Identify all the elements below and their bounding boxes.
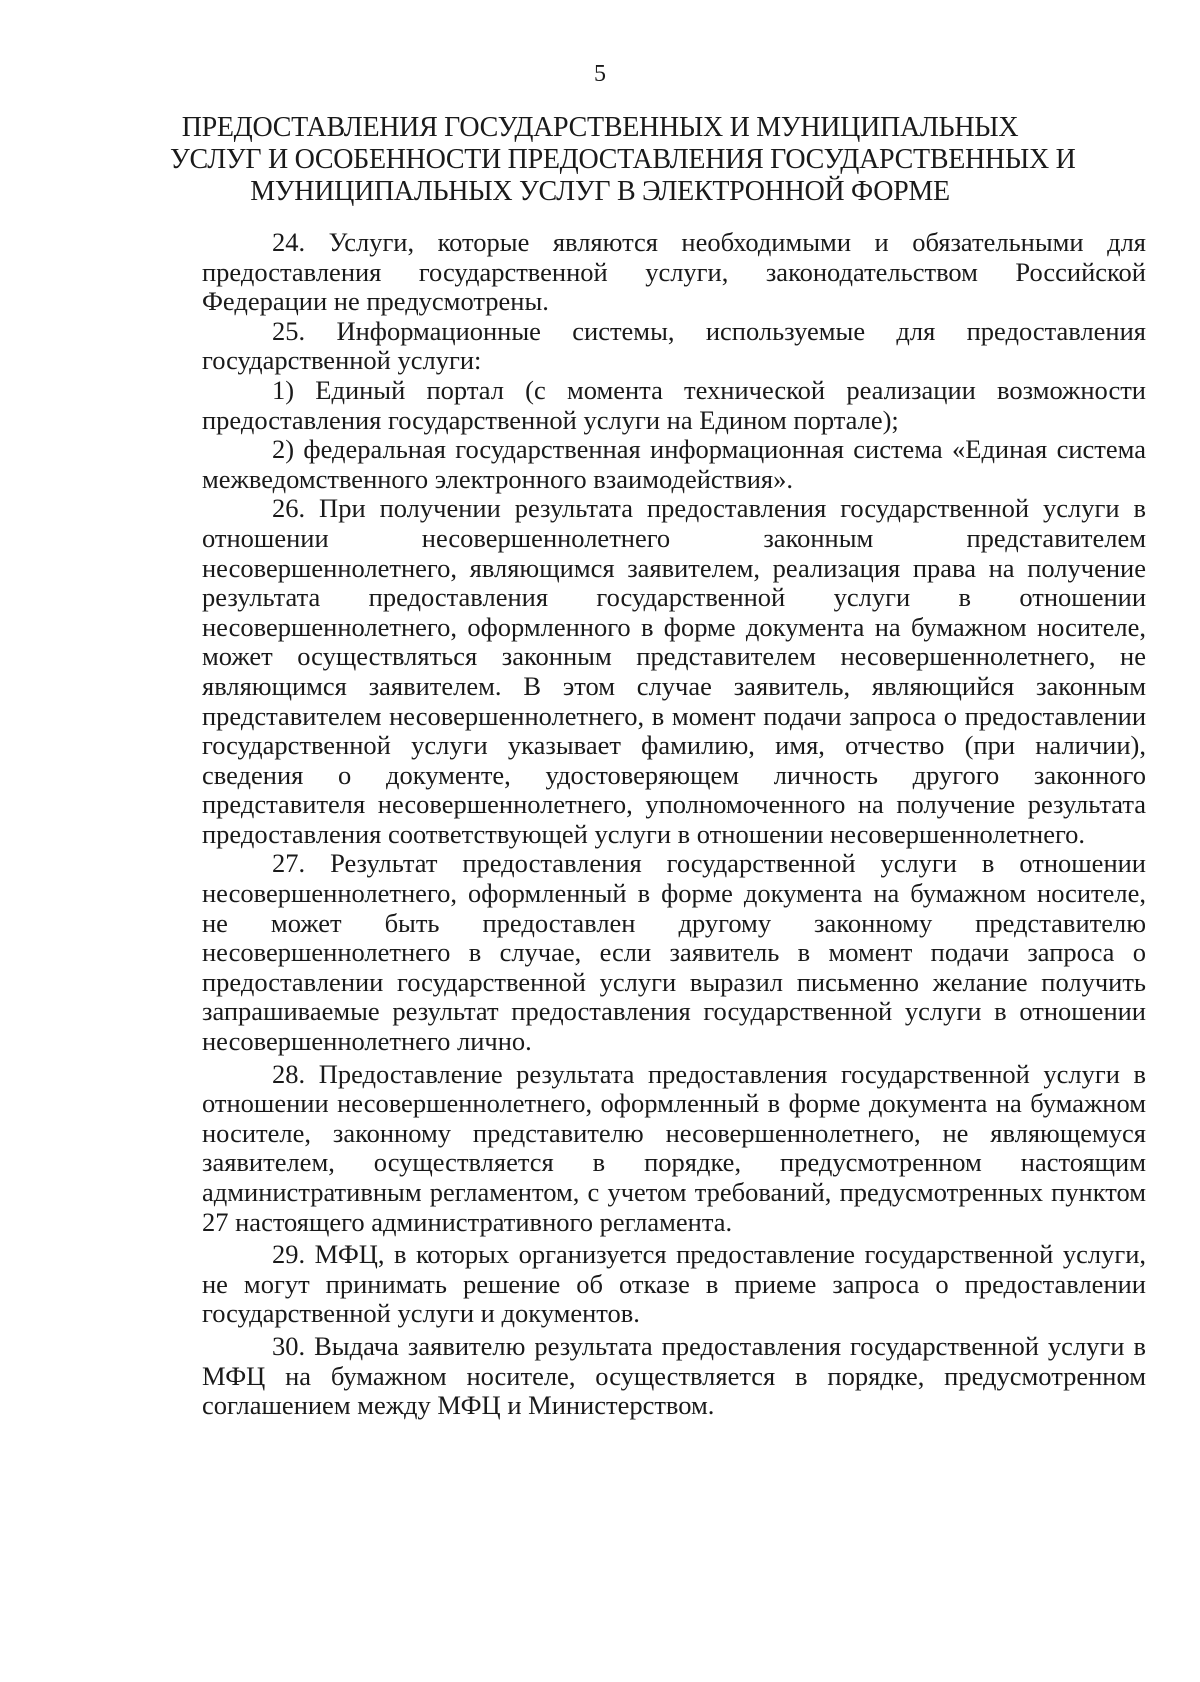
- paragraph-29: 29. МФЦ, в которых организуется предоставление государственной услуги, не могут принимать решение об отказе в приеме запроса о предоставлении государственной услуги и документов.: [202, 1239, 1146, 1329]
- paragraph-25-item-1: 1) Единый портал (с момента технической реализации возможности предоставления государственной услуги на Едином портале);: [202, 374, 1146, 435]
- section-heading: [170, 112, 1076, 208]
- paragraph-26: 26. При получении результата предоставления государственной услуги в отношении несовершеннолетнего законным представителем несовершеннолетнего, являющимся заявителем, реализация права на получение результата предоставления государственной услуги в отношении несовершеннолетнего, оформленного в форме документа на бумажном носителе, может осуществляться законным представителем несовершеннолетнего, не являющимся заявителем. В этом случае заявитель, являющийся законным представителем несовершеннолетнего, в момент подачи запроса о предоставлении государственной услуги указывает фамилию, имя, отчество (при наличии), сведения о документе, удостоверяющем личность другого законного представителя несовершеннолетнего, уполномоченного на получение результата предоставления соответствующей услуги в отношении несовершеннолетнего.: [202, 493, 1146, 849]
- paragraph-25: 25. Информационные системы, используемые для предоставления государственной услуги:: [202, 315, 1146, 376]
- paragraph-25-item-2: 2) федеральная государственная информационная система «Единая система межведомственного электронного взаимодействия».: [202, 434, 1146, 494]
- paragraph-30: 30. Выдача заявителю результата предоставления государственной услуги в МФЦ на бумажном носителе, осуществляется в порядке, предусмотренном соглашением между МФЦ и Министерством.: [202, 1330, 1146, 1421]
- document-body: [202, 228, 1146, 1421]
- heading-line: ПРЕДОСТАВЛЕНИЯ ГОСУДАРСТВЕННЫХ И МУНИЦИПАЛЬНЫХ: [181, 112, 1019, 143]
- page-number: 5: [594, 61, 606, 87]
- paragraph-24: 24. Услуги, которые являются необходимыми и обязательными для предоставления государственной услуги, законодательством Российской Федерации не предусмотрены.: [202, 227, 1146, 317]
- heading-line: МУНИЦИПАЛЬНЫХ УСЛУГ В ЭЛЕКТРОННОЙ ФОРМЕ: [250, 176, 950, 207]
- paragraph-28: 28. Предоставление результата предоставления государственной услуги в отношении несовершеннолетнего, оформленный в форме документа на бумажном носителе, законному представителю несовершеннолетнего, не являющемуся заявителем, осуществляется в порядке, предусмотренном настоящим административным регламентом, с учетом требований, предусмотренных пунктом 27 настоящего административного регламента.: [202, 1058, 1146, 1237]
- heading-line: УСЛУГ И ОСОБЕННОСТИ ПРЕДОСТАВЛЕНИЯ ГОСУДАРСТВЕННЫХ И: [170, 144, 1076, 175]
- paragraph-27: 27. Результат предоставления государственной услуги в отношении несовершеннолетнего, оформленный в форме документа на бумажном носителе, не может быть предоставлен другому законному представителю несовершеннолетнего в случае, если заявитель в момент подачи запроса о предоставлении государственной услуги выразил письменно желание получить запрашиваемые результат предоставления государственной услуги в отношении несовершеннолетнего лично.: [202, 848, 1146, 1057]
